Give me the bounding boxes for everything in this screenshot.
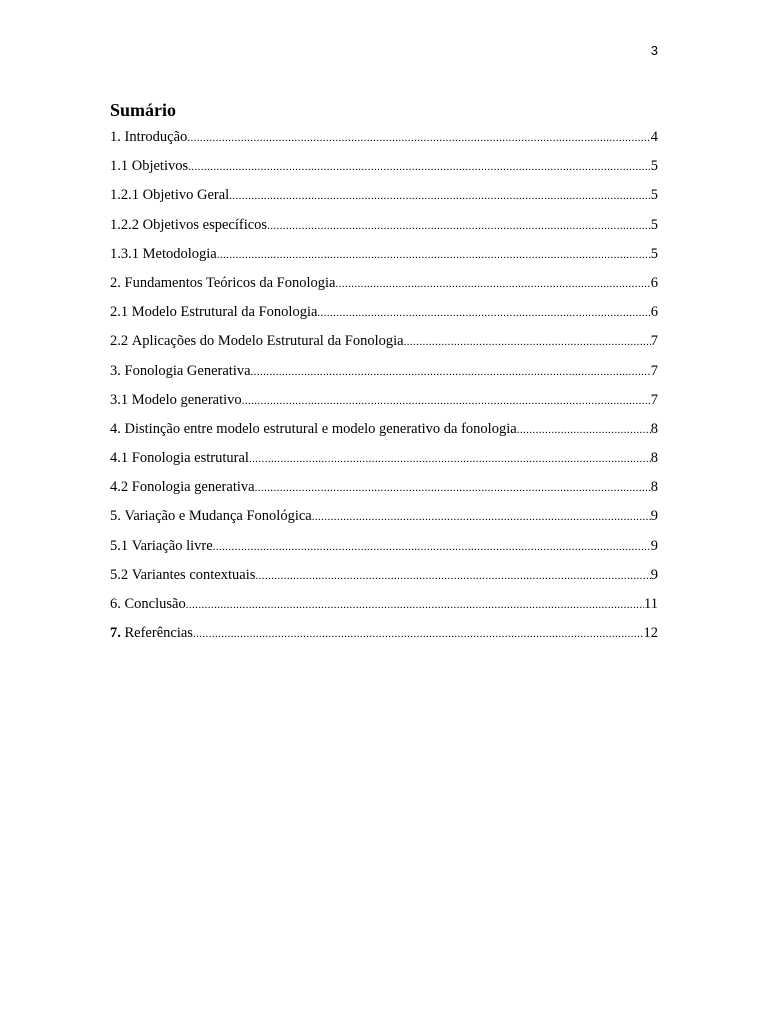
dot-leader xyxy=(255,478,651,498)
dot-leader xyxy=(404,332,651,352)
toc-link[interactable] xyxy=(110,273,658,294)
toc-entry-page: 6 xyxy=(650,304,658,321)
dot-leader xyxy=(251,362,651,382)
toc-entry-label: Objetivos xyxy=(131,158,189,175)
toc-entry-number: 4. xyxy=(110,420,121,437)
dot-leader xyxy=(312,507,651,527)
toc-entry-page: 8 xyxy=(650,420,658,437)
toc-link[interactable] xyxy=(110,302,658,323)
toc-entry-number: 6. xyxy=(110,596,121,612)
toc-entry-label: Distinção entre modelo estrutural e modelo generativo da fonologia xyxy=(124,420,517,437)
toc-entry-page: 6 xyxy=(650,274,658,291)
toc-entry-page: 9 xyxy=(650,566,658,583)
toc-entry-fundamentos xyxy=(110,273,658,302)
toc-entry-objetivo-geral xyxy=(110,185,658,214)
toc-entry-variacao-mudanca xyxy=(110,506,658,535)
toc-entry-page: 9 xyxy=(650,537,658,554)
dot-leader xyxy=(213,537,651,557)
toc-entry-number: 7. xyxy=(110,625,121,642)
toc-entry-objetivos xyxy=(110,156,658,185)
toc-entry-metodologia xyxy=(110,244,658,273)
toc-entry-fonologia-generativa xyxy=(110,361,658,390)
toc-entry-page: 7 xyxy=(650,391,658,408)
toc-entry-page: 7 xyxy=(650,333,658,350)
dot-leader xyxy=(255,566,650,586)
toc-entry-number: 5. xyxy=(110,508,121,525)
toc-entry-page: 4 xyxy=(650,129,658,145)
dot-leader xyxy=(187,128,650,148)
toc-entry-distincao xyxy=(110,419,658,448)
toc-entry-number: 5.1 xyxy=(110,537,129,554)
toc-entry-page: 8 xyxy=(650,479,658,496)
toc-link[interactable] xyxy=(110,623,658,644)
toc-entry-label: Modelo Estrutural da Fonologia xyxy=(131,304,318,321)
toc-link[interactable] xyxy=(110,448,658,469)
dot-leader xyxy=(517,420,651,440)
toc-entry-label: Referências xyxy=(124,625,193,642)
toc-link[interactable] xyxy=(110,127,658,148)
toc-link[interactable] xyxy=(110,565,658,586)
toc-entry-aplicacoes xyxy=(110,331,658,360)
toc-entry-label: Variantes contextuais xyxy=(131,566,256,583)
toc-entry-label: Objetivos específicos xyxy=(142,216,268,233)
toc-entry-referencias xyxy=(110,623,658,652)
toc-entry-number: 1.3.1 xyxy=(110,245,139,262)
toc-entry-page: 8 xyxy=(650,450,658,467)
dot-leader xyxy=(249,449,651,469)
toc-link[interactable] xyxy=(110,185,658,206)
toc-entry-modelo-generativo xyxy=(110,390,658,419)
toc-entry-label: Metodologia xyxy=(142,245,217,262)
toc-entry-label: Conclusão xyxy=(124,596,186,612)
toc-entry-number: 1. xyxy=(110,129,121,145)
toc-entry-number: 1.2.2 xyxy=(110,216,139,233)
toc-link[interactable] xyxy=(110,594,658,615)
toc-entry-page: 11 xyxy=(644,596,658,612)
toc-entry-variacao-livre xyxy=(110,536,658,565)
toc-entry-number: 2.1 xyxy=(110,304,129,321)
toc-entry-page: 7 xyxy=(650,362,658,379)
toc-entry-number: 4.2 xyxy=(110,479,129,496)
toc-entry-introducao xyxy=(110,127,658,156)
toc-entry-number: 5.2 xyxy=(110,566,129,583)
toc-link[interactable] xyxy=(110,506,658,527)
toc-entry-number: 3. xyxy=(110,362,121,379)
toc-entry-label: Fonologia generativa xyxy=(131,479,255,496)
page-number: 3 xyxy=(650,43,658,58)
toc-entry-page: 5 xyxy=(650,216,658,233)
dot-leader xyxy=(229,186,651,206)
toc-entry-fonologia-generativa-sub xyxy=(110,477,658,506)
toc-entry-variantes-contextuais xyxy=(110,565,658,594)
toc-entry-number: 4.1 xyxy=(110,450,129,467)
dot-leader xyxy=(193,624,644,644)
toc-link[interactable] xyxy=(110,477,658,498)
toc-entry-objetivos-especificos xyxy=(110,215,658,244)
toc-link[interactable] xyxy=(110,536,658,557)
dot-leader xyxy=(317,303,650,323)
table-of-contents xyxy=(110,127,658,652)
toc-title: Sumário xyxy=(110,100,177,120)
toc-entry-label: Introdução xyxy=(124,129,188,145)
toc-entry-label: Fundamentos Teóricos da Fonologia xyxy=(124,274,336,291)
toc-entry-page: 9 xyxy=(650,508,658,525)
dot-leader xyxy=(217,245,651,265)
toc-link[interactable] xyxy=(110,244,658,265)
toc-entry-number: 3.1 xyxy=(110,391,129,408)
toc-entry-modelo-estrutural xyxy=(110,302,658,331)
toc-entry-page: 12 xyxy=(643,625,658,642)
toc-link[interactable] xyxy=(110,419,658,440)
toc-link[interactable] xyxy=(110,156,658,177)
toc-entry-label: Aplicações do Modelo Estrutural da Fonologia xyxy=(131,333,404,350)
toc-link[interactable] xyxy=(110,331,658,352)
toc-entry-label: Modelo generativo xyxy=(131,391,242,408)
dot-leader xyxy=(267,216,651,236)
toc-entry-label: Fonologia estrutural xyxy=(131,450,249,467)
toc-entry-label: Variação livre xyxy=(131,537,213,554)
toc-entry-label: Variação e Mudança Fonológica xyxy=(124,508,312,525)
toc-entry-label: Fonologia Generativa xyxy=(124,362,251,379)
toc-link[interactable] xyxy=(110,361,658,382)
toc-entry-page: 5 xyxy=(650,245,658,262)
toc-link[interactable] xyxy=(110,215,658,236)
toc-entry-fonologia-estrutural xyxy=(110,448,658,477)
toc-entry-page: 5 xyxy=(650,187,658,204)
toc-entry-number: 1.2.1 xyxy=(110,187,139,204)
toc-link[interactable] xyxy=(110,390,658,411)
toc-entry-number: 2. xyxy=(110,274,121,291)
dot-leader xyxy=(188,157,651,177)
toc-entry-conclusao xyxy=(110,594,658,623)
dot-leader xyxy=(242,391,651,411)
toc-entry-number: 2.2 xyxy=(110,333,129,350)
toc-entry-number: 1.1 xyxy=(110,158,129,175)
dot-leader xyxy=(186,595,644,615)
toc-entry-label: Objetivo Geral xyxy=(142,187,230,204)
toc-entry-page: 5 xyxy=(650,158,658,175)
dot-leader xyxy=(335,274,650,294)
